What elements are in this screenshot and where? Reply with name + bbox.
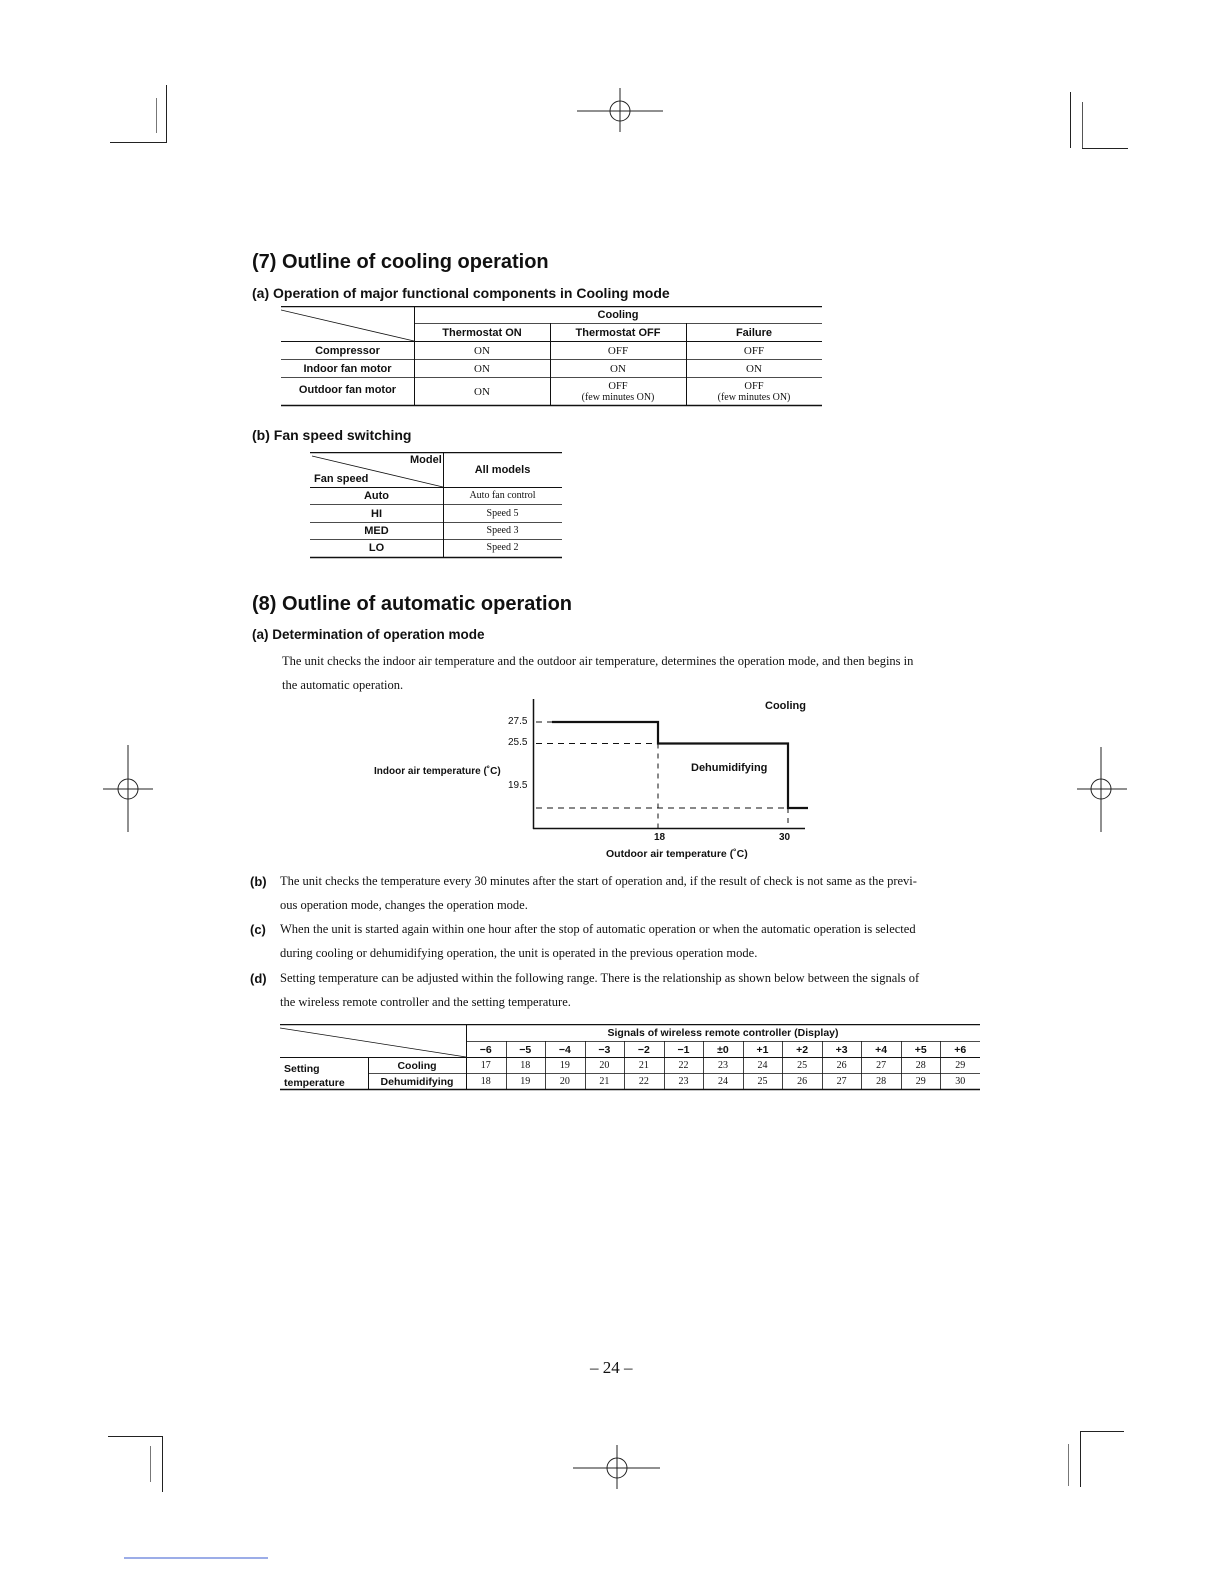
table-cell: ON (610, 363, 626, 375)
signal-header-cell: +2 (796, 1044, 809, 1056)
table-cell: ON (474, 363, 490, 375)
column-thermostat-off: Thermostat OFF (575, 327, 661, 339)
label-c: (c) (250, 922, 266, 937)
x-tick-label: 18 (654, 832, 666, 843)
signal-header-cell: +5 (914, 1044, 927, 1056)
table-cell-note: (few minutes ON) (581, 392, 655, 403)
fan-speed-table (310, 452, 562, 560)
dehumidifying-temp-cell: 19 (520, 1076, 531, 1087)
section-8a-heading: (a) Determination of operation mode (252, 627, 485, 642)
table-cell-note: (few minutes ON) (717, 392, 791, 403)
signal-header-cell: +1 (756, 1044, 769, 1056)
signal-header-cell: −6 (479, 1044, 492, 1056)
section-7b-heading: (b) Fan speed switching (252, 427, 412, 443)
chart-plot-area (360, 695, 820, 865)
signal-header-cell: −3 (598, 1044, 611, 1056)
mode-boundary-line (552, 722, 808, 808)
signal-header-cell: −4 (558, 1044, 571, 1056)
cooling-temp-cell: 18 (520, 1060, 531, 1071)
row-compressor-label: Compressor (315, 345, 380, 357)
setting-temperature-label: Setting temperature (284, 1063, 345, 1089)
dehumidifying-temp-cell: 21 (599, 1076, 610, 1087)
table-cell: ON (746, 363, 762, 375)
table-b-corner-model: Model (410, 454, 442, 466)
cooling-temp-cell: 26 (836, 1060, 847, 1071)
column-failure: Failure (735, 327, 773, 339)
column-thermostat-on: Thermostat ON (442, 327, 522, 339)
cooling-temp-cell: 24 (757, 1060, 768, 1071)
paragraph-c-line1: When the unit is started again within one hour after the stop of automatic operation or when the automatic operation is selected (280, 922, 916, 936)
paragraph-a-line2: the automatic operation. (282, 678, 404, 692)
y-tick-label: 19.5 (508, 780, 528, 791)
label-b: (b) (250, 874, 267, 889)
row-indoor-fan-label: Indoor fan motor (303, 363, 392, 375)
paragraph-b-line2: ous operation mode, changes the operation mode. (280, 898, 528, 912)
table-cell: OFF (607, 345, 629, 357)
signal-header-cell: ±0 (717, 1044, 729, 1056)
dehumidifying-temp-cell: 22 (638, 1076, 649, 1087)
dehumidifying-temp-cell: 20 (559, 1076, 570, 1087)
x-tick-label: 30 (779, 832, 791, 843)
section-7-title: (7) Outline of cooling operation (252, 251, 549, 273)
paragraph-b-line1: The unit checks the temperature every 30 minutes after the start of operation and, if the result of check is not same as the previ- (280, 874, 917, 888)
column-all-models: All models (474, 464, 531, 476)
fan-row-label: Auto (363, 490, 390, 502)
cooling-temp-cell: 19 (559, 1060, 570, 1071)
fan-row-value: Speed 2 (486, 542, 519, 553)
paragraph-a-line1: The unit checks the indoor air temperature and the outdoor air temperature, determines the operation mode, and then begins in (282, 654, 914, 668)
dehumidifying-temp-cell: 24 (717, 1076, 728, 1087)
table-a-group-header: Cooling (597, 309, 639, 321)
fan-row-value: Speed 5 (486, 508, 519, 519)
table-cell: ON (474, 345, 490, 357)
fan-row-label: MED (364, 525, 389, 537)
dehumidifying-temp-cell: 18 (480, 1076, 491, 1087)
cooling-temp-cell: 25 (797, 1060, 808, 1071)
signal-header-cell: −2 (637, 1044, 650, 1056)
y-tick-label: 25.5 (508, 737, 528, 748)
cooling-temp-cell: 27 (876, 1060, 887, 1071)
section-7a-heading: (a) Operation of major functional components in Cooling mode (252, 285, 670, 301)
dehumidifying-temp-cell: 27 (836, 1076, 847, 1087)
setting-temperature-table (280, 1024, 980, 1092)
dehumidifying-temp-cell: 25 (757, 1076, 768, 1087)
paragraph-c-line2: during cooling or dehumidifying operation, the unit is operated in the previous operation mode. (280, 946, 758, 960)
fan-row-label: LO (368, 542, 385, 554)
operation-mode-chart (360, 695, 820, 865)
table-cell: OFF (743, 345, 765, 357)
dehumidifying-temp-cell: 28 (876, 1076, 887, 1087)
label-d: (d) (250, 971, 267, 986)
table-cell: OFF (744, 381, 764, 392)
signal-header-cell: −1 (677, 1044, 690, 1056)
section-8-title: (8) Outline of automatic operation (252, 593, 573, 615)
table-d-group-header: Signals of wireless remote controller (Display) (607, 1027, 839, 1039)
dehumidifying-temp-cell: 29 (915, 1076, 926, 1087)
paragraph-d-line2: the wireless remote controller and the setting temperature. (280, 995, 571, 1009)
cooling-temp-cell: 17 (480, 1060, 491, 1071)
row-cooling-label: Cooling (397, 1060, 437, 1072)
row-dehumidifying-label: Dehumidifying (380, 1076, 454, 1088)
cooling-temp-cell: 28 (915, 1060, 926, 1071)
region-label-dehumidifying: Dehumidifying (691, 762, 768, 774)
row-outdoor-fan-label: Outdoor fan motor (298, 384, 397, 396)
signal-header-cell: +4 (875, 1044, 888, 1056)
cooling-components-table (281, 306, 822, 407)
page-number: – 24 – (590, 1358, 633, 1377)
paragraph-d-line1: Setting temperature can be adjusted within the following range. There is the relationship as shown below between the signals of (280, 971, 920, 985)
cooling-temp-cell: 23 (717, 1060, 728, 1071)
dehumidifying-temp-cell: 30 (955, 1076, 966, 1087)
table-cell: ON (474, 386, 490, 398)
signal-header-cell: +3 (835, 1044, 848, 1056)
x-axis-label: Outdoor air temperature (˚C) (606, 848, 748, 860)
cooling-temp-cell: 20 (599, 1060, 610, 1071)
cooling-temp-cell: 21 (638, 1060, 649, 1071)
fan-row-value: Auto fan control (469, 490, 536, 501)
dehumidifying-temp-cell: 26 (797, 1076, 808, 1087)
dehumidifying-temp-cell: 23 (678, 1076, 689, 1087)
region-label-cooling: Cooling (765, 700, 806, 712)
cooling-temp-cell: 22 (678, 1060, 689, 1071)
table-cell: OFF (608, 381, 628, 392)
signal-header-cell: +6 (954, 1044, 967, 1056)
fan-row-label: HI (371, 508, 382, 520)
fan-row-value: Speed 3 (486, 525, 519, 536)
y-axis-label: Indoor air temperature (˚C) (374, 766, 501, 777)
y-tick-label: 27.5 (508, 716, 528, 727)
cooling-temp-cell: 29 (955, 1060, 966, 1071)
signal-header-cell: −5 (519, 1044, 532, 1056)
table-b-corner-fan-speed: Fan speed (314, 473, 369, 485)
